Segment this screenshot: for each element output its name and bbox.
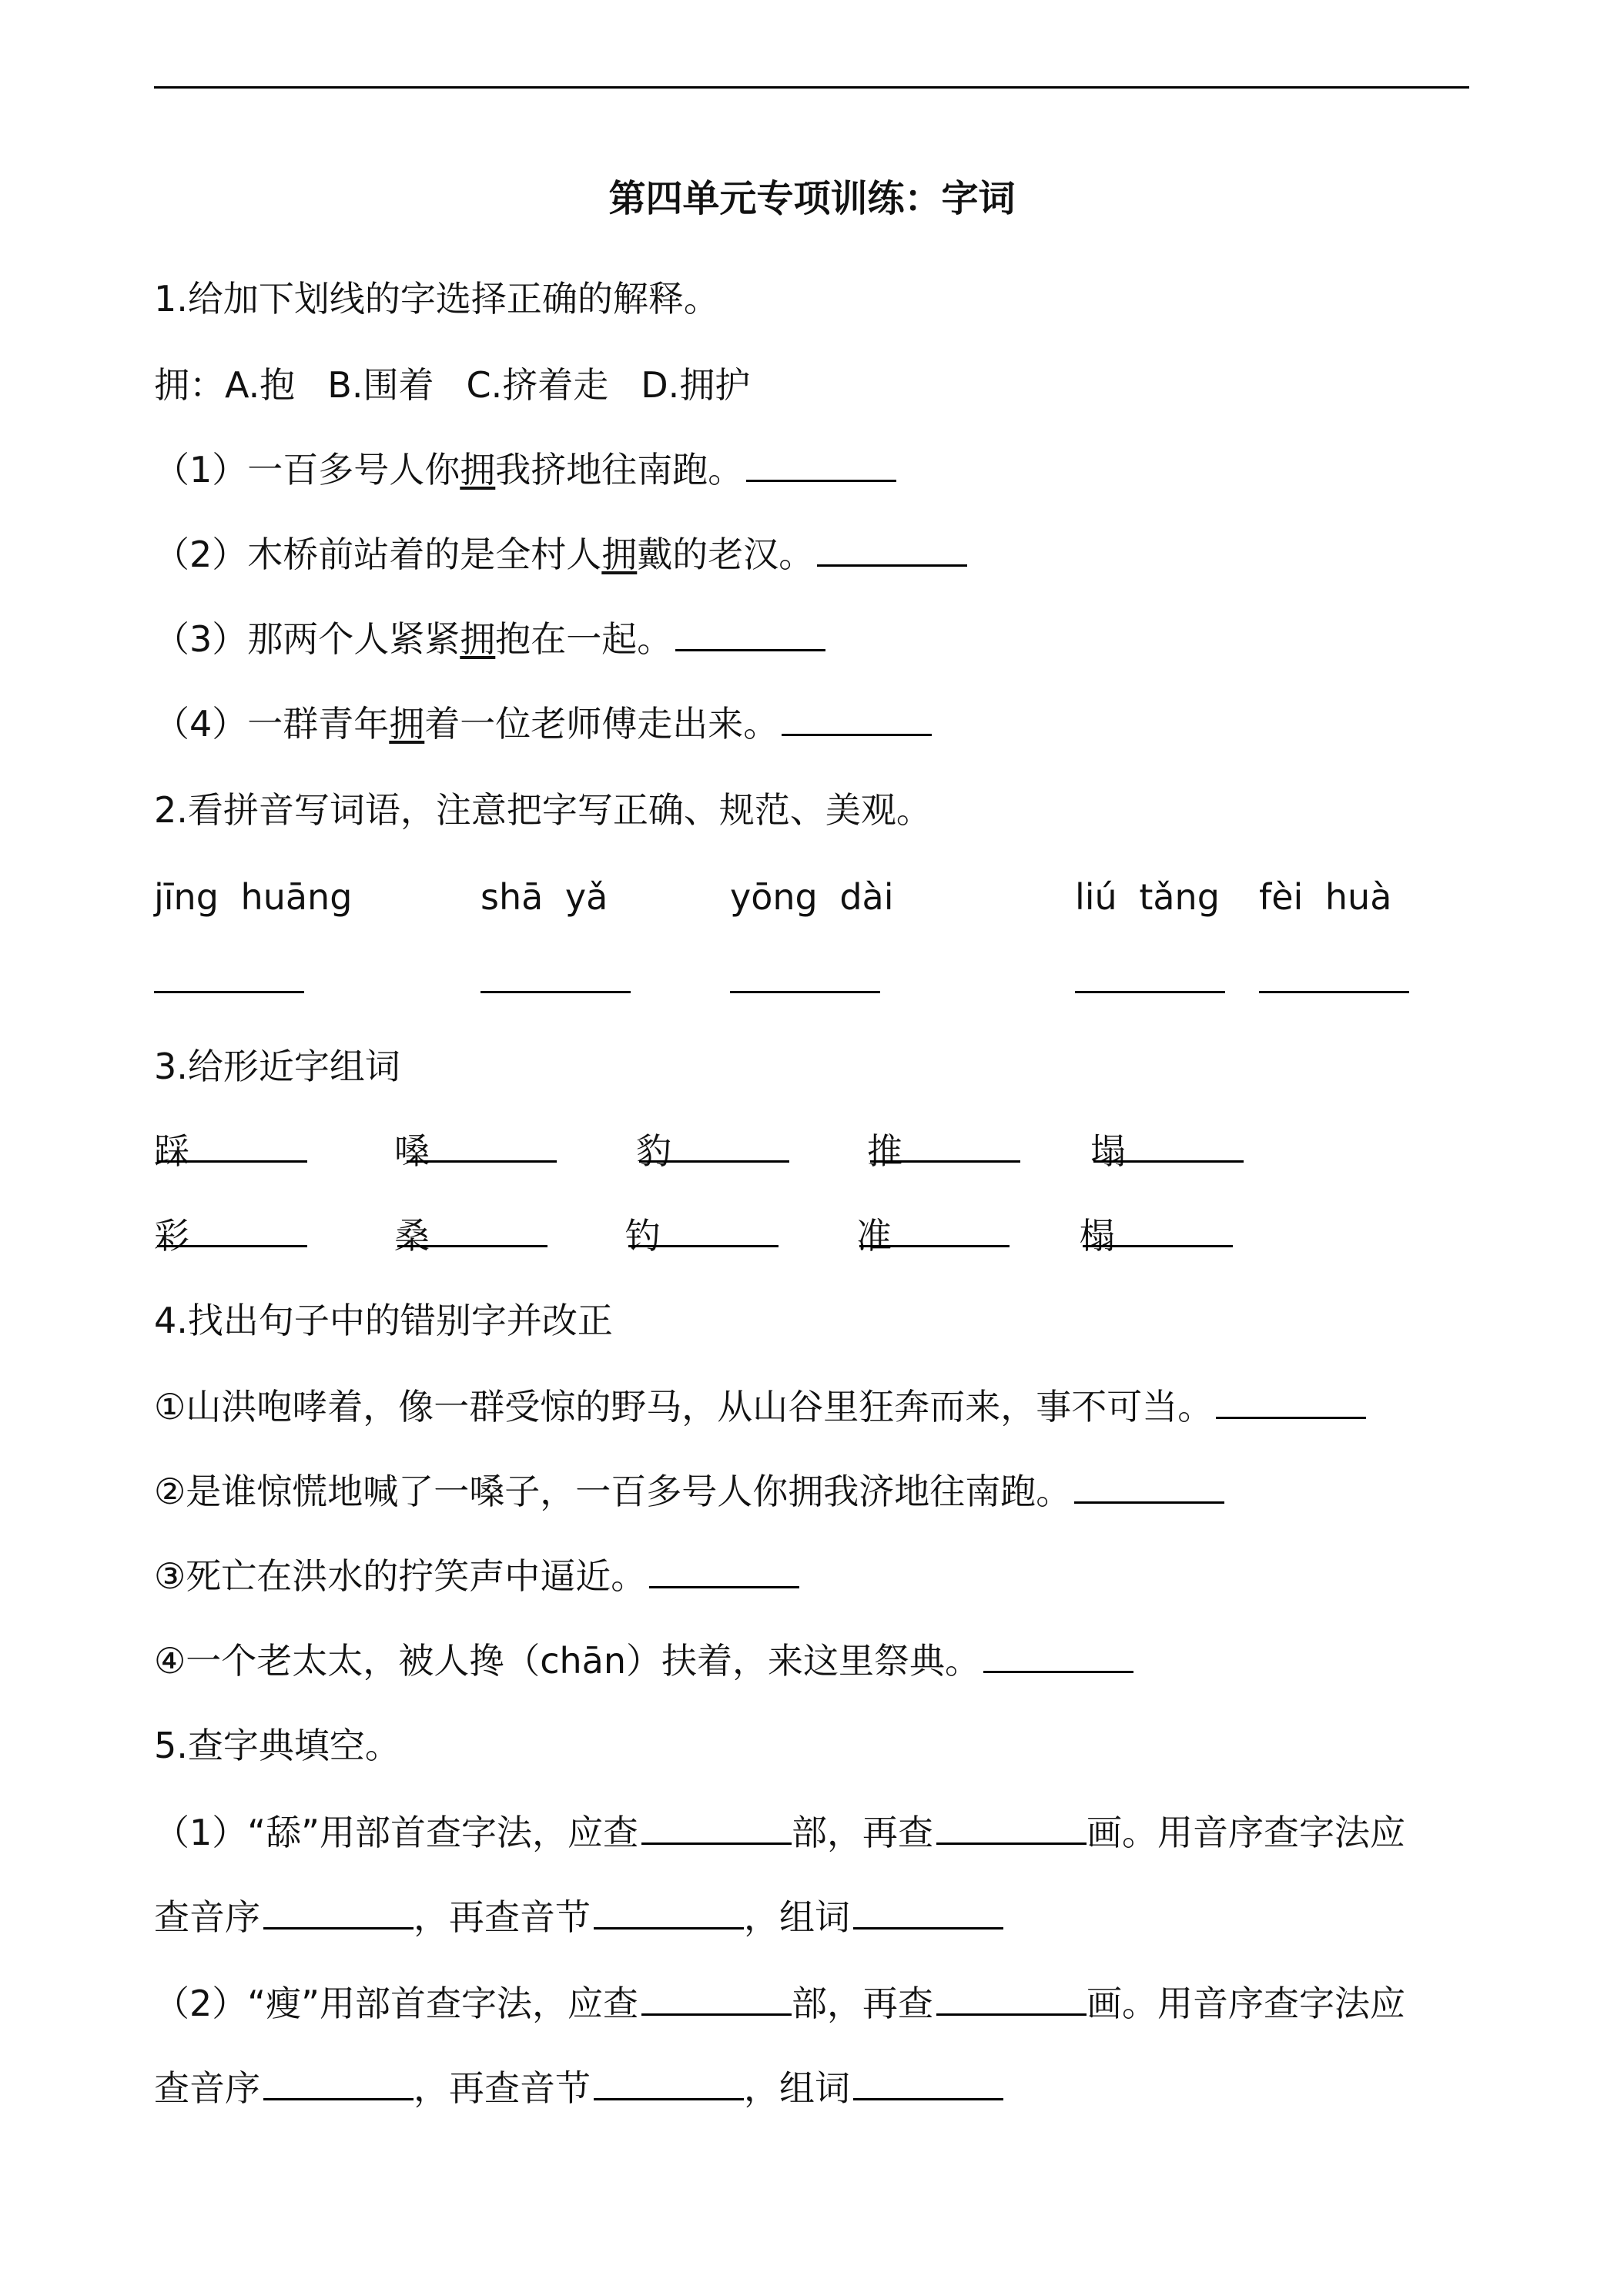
item-number: （4） [154,703,248,745]
answer-blank[interactable] [853,2066,1003,2100]
q2-heading: 2.看拼音写词语，注意把字写正确、规范、美观。 [154,789,932,831]
item-number: （1） [154,449,248,490]
answer-blank[interactable] [639,1128,789,1163]
underlined-char: 拥 [460,618,496,660]
char: 桑 [394,1215,430,1257]
header-rule [154,86,1469,89]
answer-blank[interactable] [675,617,825,651]
q4-item-3 [154,1553,799,1599]
answer-blank[interactable] [782,701,932,736]
q1-heading: 1.给加下划线的字选择正确的解释。 [154,278,719,320]
item-text: ，再查音节 [414,2067,591,2109]
q5-heading: 5.查字典填空。 [154,1725,400,1766]
q4-item-1 [154,1384,1366,1430]
char: 准 [856,1215,892,1257]
q1-item-4 [154,701,932,747]
answer-blank[interactable] [859,1213,1010,1247]
q1-options [154,362,750,408]
answer-blank[interactable] [397,1213,547,1247]
item-number: （2） [154,1983,248,2024]
q5-item-1-line-2 [154,1894,1003,1940]
answer-blank[interactable] [628,1213,779,1247]
answer-blank[interactable] [1083,1213,1233,1247]
item-number: （1） [154,1812,248,1853]
item-text: 一百多号人你 [247,449,460,490]
q4-item-4 [154,1638,1133,1684]
item-text: 着一位老师傅走出来。 [424,703,779,745]
item-text: ，组词 [744,1896,850,1938]
answer-blank[interactable] [481,959,631,993]
char: 榻 [1080,1215,1115,1257]
item-char: “瘦” [247,1983,320,2024]
q4-heading: 4.找出句子中的错别字并改正 [154,1300,613,1341]
answer-blank[interactable] [1216,1384,1366,1419]
item-text: 戴的老汉。 [637,534,815,575]
item-text: ，再查音节 [414,1896,591,1938]
q1-char: 拥： [154,364,225,406]
item-text: 查音序 [154,1896,260,1938]
item-text: 画。用音序查字法应 [1086,1812,1405,1853]
answer-blank[interactable] [936,1810,1087,1845]
item-text: ，组词 [744,2067,850,2109]
q1-option-b: B.围着 [327,364,434,406]
page-title: 第四单元专项训练：字词 [608,177,1016,220]
answer-blank[interactable] [1259,959,1409,993]
answer-blank[interactable] [263,2066,414,2100]
answer-blank[interactable] [936,1981,1087,2016]
q4-item-2 [154,1468,1224,1514]
answer-blank[interactable] [649,1554,799,1588]
answer-blank[interactable] [594,2066,744,2100]
underlined-char: 拥 [601,534,638,575]
pinyin-1: jīng huāng [154,876,353,918]
char: 踩 [154,1130,189,1172]
item-char: “舔” [247,1812,320,1853]
item-text: ④一个老太太，被人搀（chān）扶着，来这里祭典。 [154,1640,981,1682]
q1-item-3 [154,616,825,662]
answer-blank[interactable] [870,1128,1020,1163]
answer-blank[interactable] [1093,1128,1244,1163]
item-text: 部，再查 [791,1983,933,2024]
char: 推 [867,1130,902,1172]
q1-option-d: D.拥护 [641,364,751,406]
answer-blank[interactable] [641,1981,792,2016]
underlined-char: 拥 [460,449,496,490]
answer-blank[interactable] [983,1638,1133,1673]
pinyin-4: liú tǎng [1075,876,1220,918]
answer-blank[interactable] [746,447,896,482]
char: 彩 [154,1215,189,1257]
item-text: 画。用音序查字法应 [1086,1983,1405,2024]
q1-item-1 [154,447,896,493]
answer-blank[interactable] [594,1895,744,1930]
item-text: ②是谁惊慌地喊了一嗓子，一百多号人你拥我济地往南跑。 [154,1471,1072,1512]
q1-option-a: A.抱 [225,364,296,406]
answer-blank[interactable] [641,1810,792,1845]
answer-blank[interactable] [407,1128,557,1163]
item-number: （2） [154,534,248,575]
underlined-char: 拥 [389,703,425,745]
pinyin-2: shā yǎ [481,876,608,918]
item-text: ①山洪咆哮着，像一群受惊的野马，从山谷里狂奔而来，事不可当。 [154,1386,1214,1427]
item-text: ③死亡在洪水的拧笑声中逼近。 [154,1555,647,1597]
char: 钓 [625,1215,661,1257]
char: 嗓 [394,1130,430,1172]
answer-blank[interactable] [853,1895,1003,1930]
pinyin-5: fèi huà [1259,876,1392,918]
answer-blank[interactable] [730,959,880,993]
answer-blank[interactable] [157,1213,307,1247]
item-text: 部，再查 [791,1812,933,1853]
q5-item-2-line-1 [154,1980,1405,2027]
item-text: 那两个人紧紧 [247,618,460,660]
answer-blank[interactable] [1074,1469,1224,1504]
answer-blank[interactable] [154,959,304,993]
char: 豹 [636,1130,671,1172]
q1-item-2 [154,531,967,577]
answer-blank[interactable] [817,532,967,567]
item-text: 用部首查字法，应查 [319,1812,638,1853]
q5-item-2-line-2 [154,2065,1003,2111]
item-number: （3） [154,618,248,660]
pinyin-3: yōng dài [730,876,894,918]
answer-blank[interactable] [157,1128,307,1163]
q3-heading: 3.给形近字组词 [154,1046,400,1087]
item-text: 抱在一起。 [495,618,673,660]
q5-item-1-line-1 [154,1809,1405,1856]
item-text: 我挤地往南跑。 [495,449,744,490]
item-text: 查音序 [154,2067,260,2109]
item-text: 一群青年 [247,703,390,745]
item-text: 木桥前站着的是全村人 [247,534,602,575]
char: 塌 [1090,1130,1126,1172]
item-text: 用部首查字法，应查 [319,1983,638,2024]
answer-blank[interactable] [263,1895,414,1930]
answer-blank[interactable] [1075,959,1225,993]
q1-option-c: C.挤着走 [466,364,609,406]
